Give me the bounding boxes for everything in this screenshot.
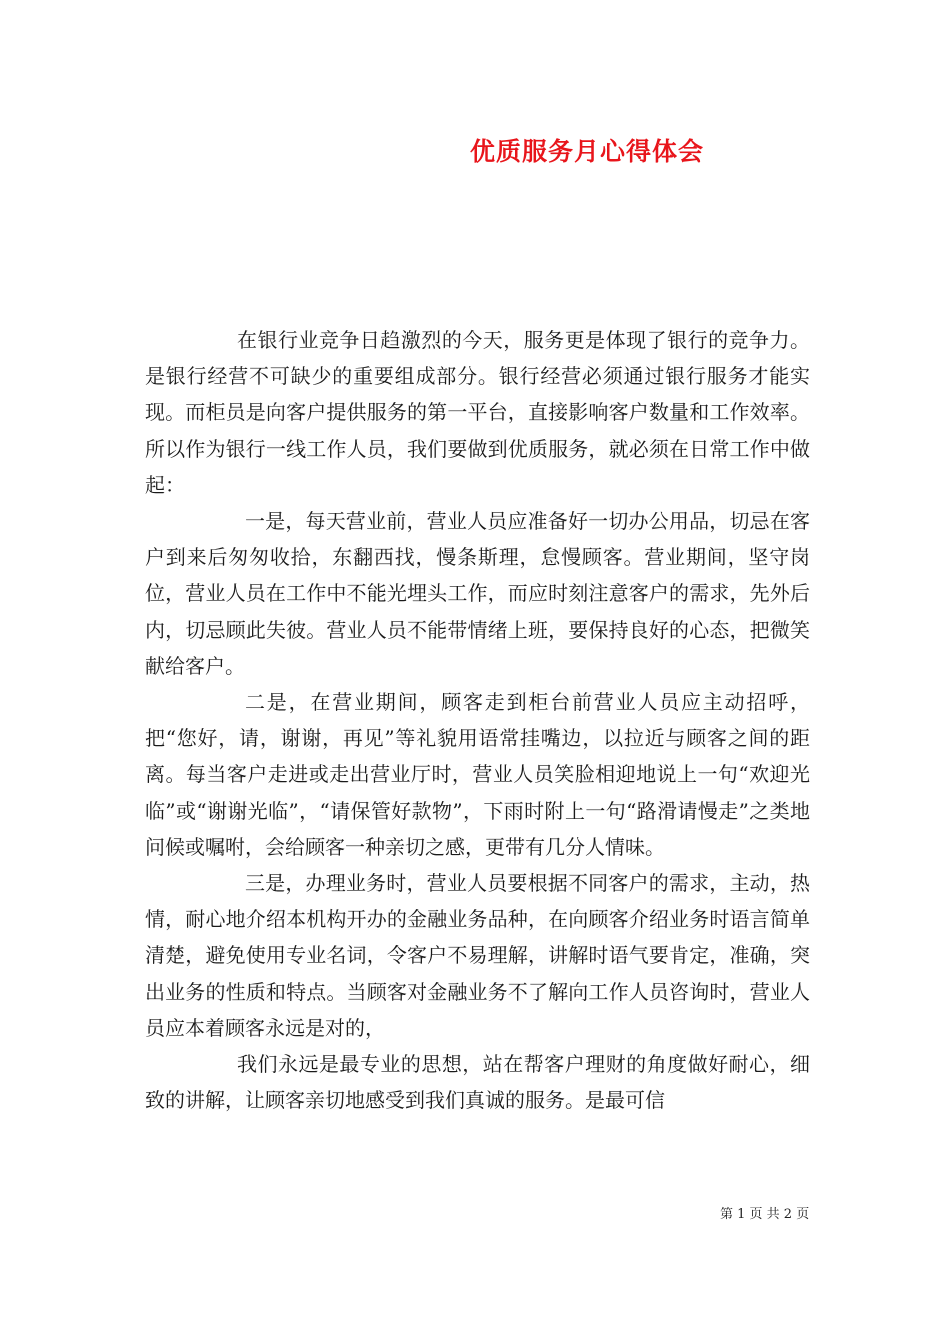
page-number-footer: 第 1 页 共 2 页 (720, 1207, 810, 1222)
document-title: 优质服务月心得体会 (470, 137, 705, 166)
paragraph-point-three: 三是，办理业务时，营业人员要根据不同客户的需求，主动，热情，耐心地介绍本机构开办的金融业务品种，在向顾客介绍业务时语言简单清楚，避免使用专业名词，令客户不易理解，讲解时语气要肯定，准确，突出业务的性质和特点。当顾客对金融业务不了解向工作人员咨询时，营业人员应本着顾客永远是对的， (145, 871, 810, 1040)
paragraph-point-two: 二是，在营业期间，顾客走到柜台前营业人员应主动招呼，把“您好，请，谢谢，再见”等礼貌用语常挂嘴边，以拉近与顾客之间的距离。每当客户走进或走出营业厅时，营业人员笑脸相迎地说上一句“欢迎光临”或“谢谢光临”，“请保管好款物”，下雨时附上一句“路滑请慢走”之类地问候或嘱咐，会给顾客一种亲切之感，更带有几分人情味。 (145, 690, 810, 859)
document-body (145, 322, 810, 1118)
paragraph-point-one: 一是，每天营业前，营业人员应准备好一切办公用品，切忌在客户到来后匆匆收拾，东翻西找，慢条斯理，怠慢顾客。营业期间，坚守岗位，营业人员在工作中不能光埋头工作，而应时刻注意客户的需求，先外后内，切忌顾此失彼。营业人员不能带情绪上班，要保持良好的心态，把微笑献给客户。 (145, 509, 810, 678)
paragraph-continuation: 我们永远是最专业的思想，站在帮客户理财的角度做好耐心，细致的讲解，让顾客亲切地感受到我们真诚的服务。是最可信 (145, 1052, 810, 1113)
paragraph-intro: 在银行业竞争日趋激烈的今天，服务更是体现了银行的竞争力。是银行经营不可缺少的重要组成部分。银行经营必须通过银行服务才能实现。而柜员是向客户提供服务的第一平台，直接影响客户数量和工作效率。所以作为银行一线工作人员，我们要做到优质服务，就必须在日常工作中做起： (145, 328, 810, 497)
